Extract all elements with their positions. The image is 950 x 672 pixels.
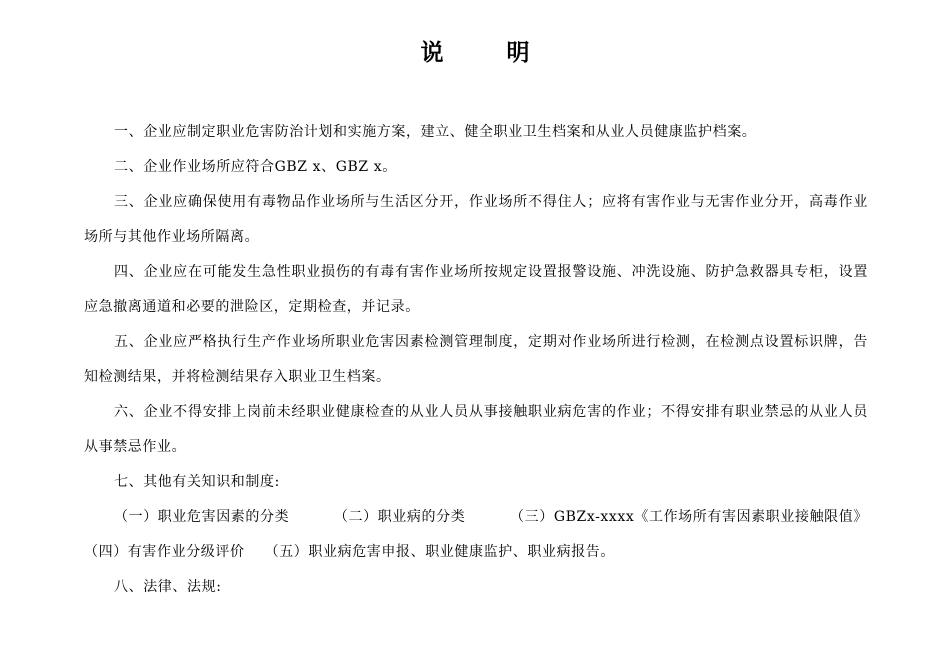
paragraph-6: 六、企业不得安排上岗前未经职业健康检查的从业人员从事接触职业病危害的作业；不得安排有职业禁忌的从业人员从事禁忌作业。: [84, 404, 868, 455]
knowledge-item: （三）GBZx-xxxx《工作场所有害因素职业接触限值》: [510, 509, 868, 525]
paragraph-5: 五、企业应严格执行生产作业场所职业危害因素检测管理制度，定期对作业场所进行检测，在检测点设置标识牌，告知检测结果，并将检测结果存入职业卫生档案。: [84, 334, 868, 385]
paragraph-3: 三、企业应确保使用有毒物品作业场所与生活区分开，作业场所不得住人；应将有害作业与无害作业分开，高毒作业场所与其他作业场所隔离。: [84, 194, 868, 245]
knowledge-item: （五）职业病危害申报、职业健康监护、职业病报告。: [264, 544, 616, 560]
paragraph-4: 四、企业应在可能发生急性职业损伤的有毒有害作业场所按规定设置报警设施、冲洗设施、防护急救器具专柜，设置应急撤离通道和必要的泄险区，定期检查，并记录。: [84, 264, 868, 315]
knowledge-list-line-1: [84, 500, 868, 535]
knowledge-list-line-2: [84, 535, 868, 570]
knowledge-item: （一）职业危害因素的分类: [114, 509, 290, 525]
document-body: [84, 115, 868, 605]
paragraph-8: 八、法律、法规:: [114, 579, 222, 595]
knowledge-item: （二）职业病的分类: [333, 509, 466, 525]
paragraph-1: 一、企业应制定职业危害防治计划和实施方案，建立、健全职业卫生档案和从业人员健康监护档案。: [114, 124, 757, 140]
page-title: 说 明: [420, 39, 550, 66]
knowledge-item: （四）有害作业分级评价: [84, 544, 245, 560]
paragraph-2: 二、企业作业场所应符合GBZ x、GBZ x。: [114, 159, 397, 175]
paragraph-7: 七、其他有关知识和制度:: [114, 474, 280, 490]
